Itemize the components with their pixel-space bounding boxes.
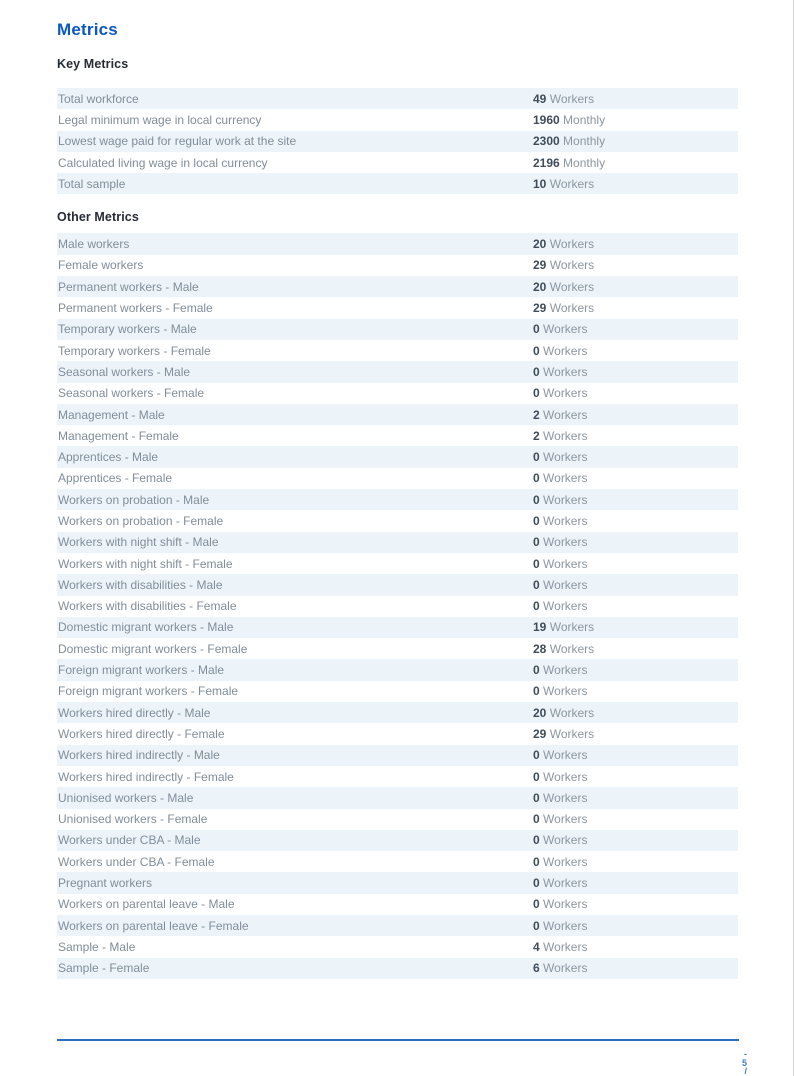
metric-value: 0 (533, 854, 540, 869)
metric-unit: Workers (543, 854, 588, 869)
metric-label: Seasonal workers - Female (58, 386, 205, 401)
metric-value-cell (533, 408, 587, 422)
metric-label: Workers on parental leave - Male (58, 897, 235, 912)
metric-value: 0 (533, 790, 540, 805)
metric-value-cell (533, 535, 587, 549)
metric-value-cell (533, 322, 587, 336)
metric-value: 20 (533, 279, 547, 294)
metric-row (57, 787, 738, 808)
other-metrics-table (57, 233, 738, 978)
metric-value-cell (533, 386, 587, 400)
footer-divider (57, 1039, 739, 1041)
metric-value: 2 (533, 407, 540, 422)
metric-value: 0 (533, 876, 540, 891)
metric-value-cell (533, 940, 587, 954)
metric-value-cell (533, 258, 594, 272)
metric-label: Sample - Male (58, 939, 136, 954)
metric-value-cell (533, 748, 587, 762)
metric-unit: Workers (543, 364, 588, 379)
page-title: Metrics (57, 20, 118, 39)
metric-label: Calculated living wage in local currency (58, 155, 268, 170)
metric-value-cell (533, 620, 594, 634)
metric-label: Total sample (58, 176, 126, 191)
metric-row (57, 936, 738, 957)
metric-unit: Workers (543, 918, 588, 933)
metric-value-cell (533, 684, 587, 698)
metric-value: 6 (533, 961, 540, 976)
metric-value: 0 (533, 897, 540, 912)
metric-label: Workers hired indirectly - Female (58, 769, 234, 784)
metric-label: Workers hired indirectly - Male (58, 748, 220, 763)
metric-value-cell (533, 344, 587, 358)
metric-value: 29 (533, 301, 547, 316)
metric-value: 0 (533, 918, 540, 933)
metric-value: 4 (533, 939, 540, 954)
metric-unit: Workers (543, 897, 588, 912)
metric-label: Unionised workers - Male (58, 790, 194, 805)
metric-value-cell (533, 280, 594, 294)
key-metrics-table (57, 88, 738, 194)
metric-value-cell (533, 301, 594, 315)
metric-row (57, 489, 738, 510)
metric-unit: Workers (543, 939, 588, 954)
metric-unit: Workers (543, 428, 588, 443)
metric-value: 0 (533, 769, 540, 784)
metric-value: 0 (533, 812, 540, 827)
metric-unit: Workers (543, 790, 588, 805)
metric-label: Pregnant workers (58, 876, 153, 891)
metric-value-cell (533, 791, 587, 805)
metric-value: 0 (533, 513, 540, 528)
metric-label: Domestic migrant workers - Female (58, 641, 248, 656)
metric-unit: Workers (543, 961, 588, 976)
metric-unit: Workers (543, 748, 588, 763)
metric-row (57, 723, 738, 744)
metric-unit: Monthly (563, 155, 606, 170)
metric-unit: Workers (543, 769, 588, 784)
metric-unit: Workers (543, 322, 588, 337)
metric-label: Workers on probation - Female (58, 513, 224, 528)
metric-unit: Workers (543, 833, 588, 848)
metric-unit: Workers (543, 407, 588, 422)
metric-value: 0 (533, 577, 540, 592)
metric-row (57, 255, 738, 276)
metric-value: 0 (533, 386, 540, 401)
metric-row (57, 319, 738, 340)
metric-row (57, 383, 738, 404)
section-other-metrics (57, 210, 738, 978)
metric-label: Foreign migrant workers - Male (58, 663, 225, 678)
metric-value: 2196 (533, 155, 560, 170)
metric-row (57, 638, 738, 659)
metric-value-cell (533, 642, 594, 656)
metric-value: 1960 (533, 112, 560, 127)
metric-unit: Workers (543, 513, 588, 528)
metric-row (57, 532, 738, 553)
metric-unit: Workers (543, 556, 588, 571)
metric-value-cell (533, 727, 594, 741)
metric-value: 29 (533, 258, 547, 273)
key-metrics-heading: Key Metrics (57, 57, 129, 71)
metric-unit: Workers (549, 641, 595, 656)
metric-row (57, 681, 738, 702)
metric-label: Workers with night shift - Male (58, 535, 219, 550)
metric-unit: Workers (543, 450, 588, 465)
metric-row (57, 574, 738, 595)
metric-value-cell (533, 812, 587, 826)
metric-value: 0 (533, 663, 540, 678)
metric-unit: Workers (543, 535, 588, 550)
metric-row (57, 468, 738, 489)
metric-unit: Workers (543, 599, 588, 614)
other-metrics-heading: Other Metrics (57, 210, 139, 225)
metric-value: 29 (533, 726, 547, 741)
metric-value-cell (533, 177, 594, 191)
metric-value-cell (533, 599, 587, 613)
metric-value: 19 (533, 620, 547, 635)
metric-label: Legal minimum wage in local currency (58, 112, 262, 127)
metric-unit: Workers (543, 471, 588, 486)
metric-label: Workers under CBA - Male (58, 833, 201, 848)
metric-row (57, 233, 738, 254)
metric-unit: Workers (543, 876, 588, 891)
metric-row (57, 958, 738, 979)
metric-row (57, 297, 738, 318)
metric-label: Lowest wage paid for regular work at the site (58, 134, 297, 149)
metric-row (57, 617, 738, 638)
metric-label: Permanent workers - Male (58, 279, 199, 294)
metric-row (57, 894, 738, 915)
metric-value: 20 (533, 237, 547, 252)
metric-value-cell (533, 833, 587, 847)
metric-label: Male workers (58, 237, 130, 252)
metric-row (57, 851, 738, 872)
metric-row (57, 510, 738, 531)
metric-label: Apprentices - Male (58, 450, 159, 465)
metric-value-cell (533, 156, 605, 170)
metric-value-cell (533, 961, 587, 975)
metric-label: Workers with night shift - Female (58, 556, 233, 571)
metric-label: Total workforce (58, 91, 139, 106)
metric-row (57, 88, 738, 109)
metric-unit: Workers (549, 726, 595, 741)
metric-label: Apprentices - Female (58, 471, 173, 486)
metric-value-cell (533, 365, 587, 379)
metric-value-cell (533, 706, 594, 720)
metric-row (57, 596, 738, 617)
metric-label: Permanent workers - Female (58, 301, 213, 316)
metric-label: Workers hired directly - Female (58, 726, 225, 741)
page-number-fragment: 5 (741, 1057, 747, 1068)
metric-row (57, 915, 738, 936)
metric-value-cell (533, 493, 587, 507)
metric-label: Workers with disabilities - Male (58, 577, 223, 592)
metric-value-cell (533, 876, 587, 890)
metric-value: 0 (533, 322, 540, 337)
metric-unit: Workers (549, 301, 595, 316)
metric-unit: Workers (549, 258, 595, 273)
page-number-fragment: / (744, 1066, 747, 1076)
metric-value: 2300 (533, 134, 560, 149)
metric-row (57, 152, 738, 173)
metric-row (57, 131, 738, 152)
metric-unit: Workers (543, 386, 588, 401)
metric-label: Workers on parental leave - Female (58, 918, 249, 933)
metric-label: Workers with disabilities - Female (58, 599, 237, 614)
metric-value: 0 (533, 343, 540, 358)
metric-value-cell (533, 557, 587, 571)
metric-row (57, 659, 738, 680)
metric-unit: Workers (543, 812, 588, 827)
metric-value: 0 (533, 599, 540, 614)
metric-unit: Workers (543, 684, 588, 699)
page-number-fragment: - (744, 1049, 747, 1059)
metric-value-cell (533, 514, 587, 528)
metric-label: Sample - Female (58, 961, 150, 976)
metric-value-cell (533, 471, 587, 485)
metric-label: Workers under CBA - Female (58, 854, 215, 869)
metric-unit: Workers (549, 620, 595, 635)
metric-row (57, 425, 738, 446)
metric-row (57, 109, 738, 130)
metric-label: Female workers (58, 258, 144, 273)
metric-unit: Workers (549, 176, 595, 191)
page-edge-border (793, 0, 794, 1076)
metric-row (57, 872, 738, 893)
metric-row (57, 446, 738, 467)
metric-label: Temporary workers - Female (58, 343, 211, 358)
metric-value-cell (533, 770, 587, 784)
metric-unit: Workers (549, 279, 595, 294)
metric-label: Temporary workers - Male (58, 322, 197, 337)
metric-row (57, 404, 738, 425)
metric-value-cell (533, 663, 587, 677)
metric-row (57, 173, 738, 194)
metric-unit: Workers (543, 663, 588, 678)
metric-value: 0 (533, 556, 540, 571)
metric-value-cell (533, 134, 605, 148)
metric-row (57, 340, 738, 361)
report-page (57, 0, 738, 979)
metric-value: 10 (533, 176, 547, 191)
metric-value-cell (533, 578, 587, 592)
metric-value: 49 (533, 91, 547, 106)
metric-value: 0 (533, 684, 540, 699)
metric-unit: Monthly (563, 134, 606, 149)
metric-label: Foreign migrant workers - Female (58, 684, 239, 699)
metric-label: Workers on probation - Male (58, 492, 210, 507)
metric-value-cell (533, 450, 587, 464)
metric-unit: Workers (549, 237, 595, 252)
metric-unit: Workers (549, 91, 595, 106)
metric-value: 0 (533, 364, 540, 379)
metric-value: 0 (533, 450, 540, 465)
page-number (725, 1050, 747, 1076)
metric-label: Seasonal workers - Male (58, 364, 191, 379)
metric-label: Management - Male (58, 407, 165, 422)
section-key-metrics (57, 57, 738, 194)
metric-row (57, 809, 738, 830)
metric-unit: Workers (543, 343, 588, 358)
metric-row (57, 766, 738, 787)
metric-value-cell (533, 429, 587, 443)
metric-value: 0 (533, 833, 540, 848)
metric-row (57, 830, 738, 851)
metric-value: 0 (533, 535, 540, 550)
metric-value-cell (533, 919, 587, 933)
metric-unit: Workers (543, 492, 588, 507)
metric-value-cell (533, 237, 594, 251)
metric-row (57, 276, 738, 297)
metric-value: 2 (533, 428, 540, 443)
metric-label: Management - Female (58, 428, 179, 443)
metric-value: 0 (533, 748, 540, 763)
metric-value: 20 (533, 705, 547, 720)
metric-unit: Monthly (563, 112, 606, 127)
metric-value: 0 (533, 492, 540, 507)
metric-unit: Workers (549, 705, 595, 720)
metric-label: Unionised workers - Female (58, 812, 208, 827)
metric-row (57, 702, 738, 723)
metric-row (57, 553, 738, 574)
metric-value-cell (533, 855, 587, 869)
metric-label: Workers hired directly - Male (58, 705, 211, 720)
metric-row (57, 361, 738, 382)
metric-value-cell (533, 897, 587, 911)
metric-label: Domestic migrant workers - Male (58, 620, 234, 635)
metric-value: 0 (533, 471, 540, 486)
metric-unit: Workers (543, 577, 588, 592)
metric-value-cell (533, 113, 605, 127)
metric-row (57, 745, 738, 766)
metric-value: 28 (533, 641, 547, 656)
metric-value-cell (533, 92, 594, 106)
